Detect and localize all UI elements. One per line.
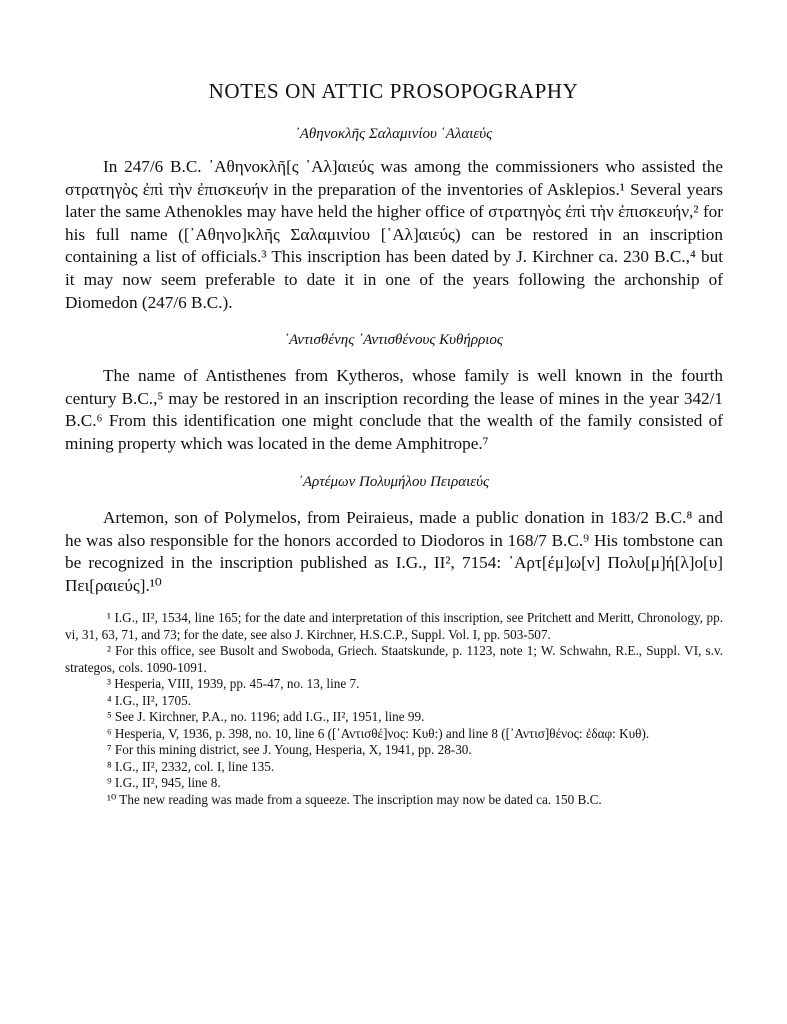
footnote-3: ³ Hesperia, VIII, 1939, pp. 45-47, no. 13, line 7. (107, 676, 360, 691)
footnote-4: ⁴ I.G., II², 1705. (107, 692, 191, 708)
footnote-5: ⁵ See J. Kirchner, P.A., no. 1196; add I.G., II², 1951, line 99. (107, 709, 425, 724)
paragraph-athenokles: In 247/6 B.C. ᾿Αθηνοκλῆ[ς ῾Αλ]αιεύς was among the commissioners who assisted the στρατηγὸς ἐπὶ τὴν ἐπισκευήν in the preparation of the inventories of Asklepios.¹ Several years later the same Athenokles may have held the higher office of στρατηγὸς ἐπὶ τὴν ἐπισκευήν,² for his full name ([᾿Αθηνο]κλῆς Σαλαμινίου [῾Αλ]αιεύς) can be restored in an inscription containing a list of officials.³ This inscription has been dated by J. Kirchner ca. 230 B.C.,⁴ but it may now seem preferable to date it in one of the years following the archonship of Diomedon (247/6 B.C.). (65, 157, 723, 312)
footnote-9: ⁹ I.G., II², 945, line 8. (107, 775, 221, 790)
paragraph-antisthenes: The name of Antisthenes from Kytheros, whose family is well known in the fourth century B.C.,⁵ may be restored in an inscription recording the lease of mines in the year 342/1 B.C.⁶ From this identification one might conclude that the wealth of the family consisted of mining property which was located in the deme Amphitrope.⁷ (65, 366, 723, 453)
footnote-2: ² For this office, see Busolt and Swoboda, Griech. Staatskunde, p. 1123, note 1; W. Schwahn, R.E., Suppl. VI, s.v. strategos, cols. 1090-1091. (65, 643, 723, 675)
footnote-10: ¹⁰ The new reading was made from a squeeze. The inscription may now be dated ca. 150 B.C. (107, 791, 602, 807)
section-heading-athenokles: ᾿Αθηνοκλῆς Σαλαμινίου ῾Αλαιεύς (294, 126, 493, 142)
footnote-1: ¹ I.G., II², 1534, line 165; for the date and interpretation of this inscription, see Pritchett and Meritt, Chronology, pp. vi, 31, 63, 71, and 73; for the date, see also J. Kirchner, H.S.C.P., Suppl. Vol. I, pp. 503-507. (65, 610, 723, 642)
paragraph-artemon: Artemon, son of Polymelos, from Peiraieus, made a public donation in 183/2 B.C.⁸ and he was also responsible for the honors accorded to Diodoros in 168/7 B.C.⁹ His tombstone can be recognized in the inscription published as I.G., II², 7154: ᾿Αρτ[έμ]ω[ν] Πολυ[μ]ή[λ]ο[υ] Πει[ραιεύς].¹⁰ (65, 508, 723, 595)
footnote-6: ⁶ Hesperia, V, 1936, p. 398, no. 10, line 6 ([᾿Αντισθέ]νος: Κυθ:) and line 8 ([᾿Αντισ]θένος: ἐδαφ: Κυθ). (107, 725, 650, 741)
footnote-7: ⁷ For this mining district, see J. Young, Hesperia, X, 1941, pp. 28-30. (107, 742, 472, 757)
footnotes (65, 610, 723, 808)
page-title: NOTES ON ATTIC PROSOPOGRAPHY (208, 79, 579, 103)
footnote-8: ⁸ I.G., II², 2332, col. I, line 135. (107, 758, 275, 774)
section-heading-artemon: ᾿Αρτέμων Πολυμήλου Πειραιεύς (297, 474, 490, 490)
section-heading-antisthenes: ᾿Αντισθένης ᾿Αντισθένους Κυθήρριος (283, 332, 504, 348)
